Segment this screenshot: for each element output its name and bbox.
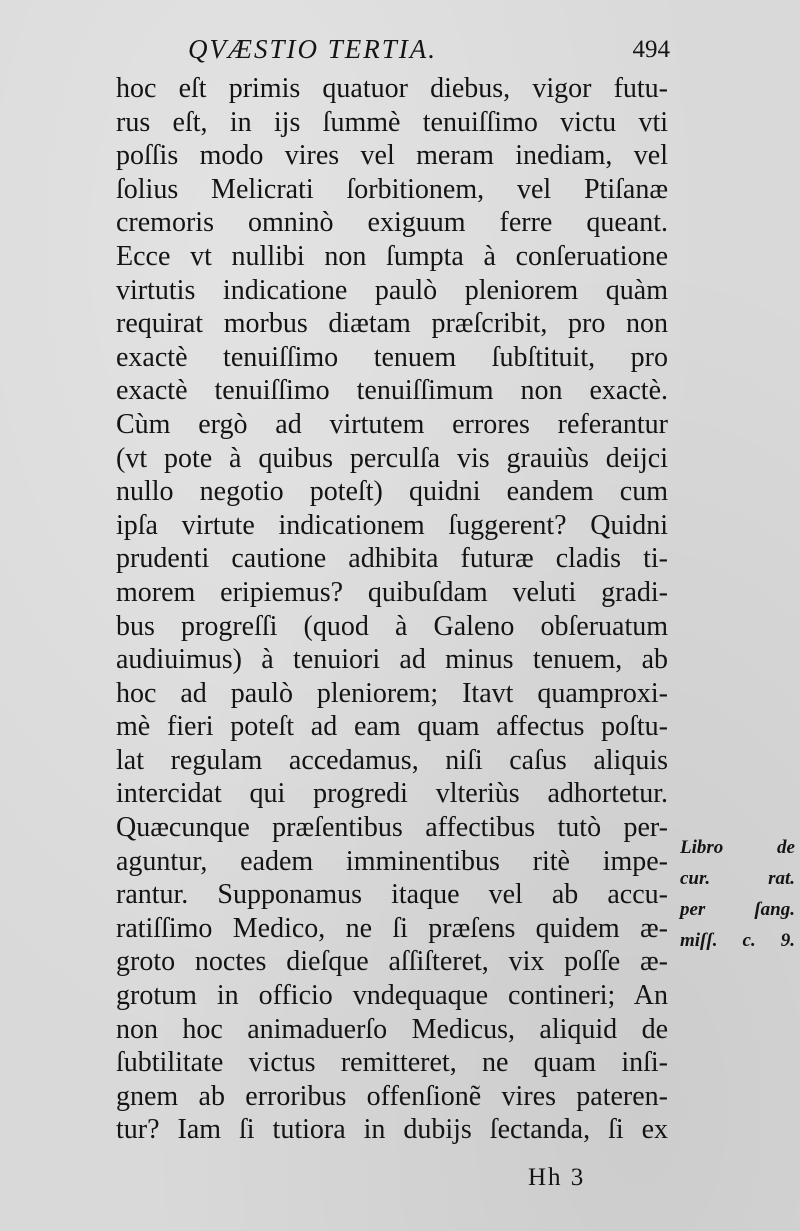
text-line: tur? Iam ſi tutiora in dubijs ſectanda, ſi ex — [116, 1114, 668, 1146]
text-line: mè fieri poteſt ad eam quam affectus poſtu- — [116, 711, 668, 743]
margin-note-line: cur. rat. — [680, 868, 795, 889]
body-text — [116, 72, 668, 1147]
text-line: audiuimus) à tenuiori ad minus tenuem, ab — [116, 644, 668, 676]
text-line: exactè tenuiſſimo tenuem ſubſtituit, pro — [116, 341, 668, 373]
text-line: groto noctes dieſque aſſiſteret, vix poſſe æ- — [116, 946, 668, 978]
text-line: intercidat qui progredi vlteriùs adhortetur. — [116, 778, 668, 810]
text-line: morem eripiemus? quibuſdam veluti gradi- — [116, 576, 668, 608]
text-line: bus progreſſi (quod à Galeno obſeruatum — [116, 610, 668, 642]
text-line: Ecce vt nullibi non ſumpta à conſeruatione — [116, 240, 668, 272]
signature-mark: Hh 3 — [528, 1164, 586, 1191]
text-line: nullo negotio poteſt) quidni eandem cum — [116, 476, 668, 508]
text-line: hoc eſt primis quatuor diebus, vigor futu- — [116, 73, 668, 104]
text-line: Quæcunque præſentibus affectibus tutò per- — [116, 812, 668, 844]
margin-note-line: per ſang. — [680, 899, 795, 920]
text-line: exactè tenuiſſimo tenuiſſimum non exactè. — [116, 375, 668, 407]
text-line: requirat morbus diætam præſcribit, pro non — [116, 308, 668, 340]
text-line: aguntur, eadem imminentibus ritè impe- — [116, 845, 668, 877]
text-line: poſſis modo vires vel meram inediam, vel — [116, 140, 668, 172]
text-line: Cùm ergò ad virtutem errores referantur — [116, 408, 668, 440]
margin-note — [680, 832, 795, 956]
text-line: rus eſt, in ijs ſummè tenuiſſimo victu vti — [116, 106, 668, 138]
text-line: non hoc animaduerſo Medicus, aliquid de — [116, 1013, 668, 1045]
text-line: hoc ad paulò pleniorem; Itavt quamproxi- — [116, 677, 668, 709]
page-number: 494 — [632, 36, 670, 63]
text-line: grotum in officio vndequaque contineri; An — [116, 980, 668, 1012]
text-line: prudenti cautione adhibita futuræ cladis ti- — [116, 543, 668, 575]
running-head: QVÆSTIO TERTIA. — [188, 34, 438, 64]
text-line: ſubtilitate victus remitteret, ne quam inſi- — [116, 1047, 668, 1079]
text-line: ipſa virtute indicationem ſuggerent? Quidni — [116, 509, 668, 541]
text-line: lat regulam accedamus, niſi caſus aliquis — [116, 744, 668, 776]
text-line: cremoris omninò exiguum ferre queant. — [116, 207, 668, 239]
margin-note-line: miſſ. c. 9. — [680, 930, 795, 951]
margin-note-line: Libro de — [680, 837, 795, 858]
page-header — [110, 34, 670, 74]
text-line: ſolius Melicrati ſorbitionem, vel Ptiſanæ — [116, 173, 668, 205]
text-line: virtutis indicatione paulò pleniorem quàm — [116, 274, 668, 306]
text-line: rantur. Supponamus itaque vel ab accu- — [116, 879, 668, 911]
text-line: gnem ab erroribus offenſionẽ vires pateren- — [116, 1080, 668, 1112]
text-line: (vt pote à quibus perculſa vis grauiùs deijci — [116, 442, 668, 474]
text-line: ratiſſimo Medico, ne ſi præſens quidem æ- — [116, 912, 668, 944]
